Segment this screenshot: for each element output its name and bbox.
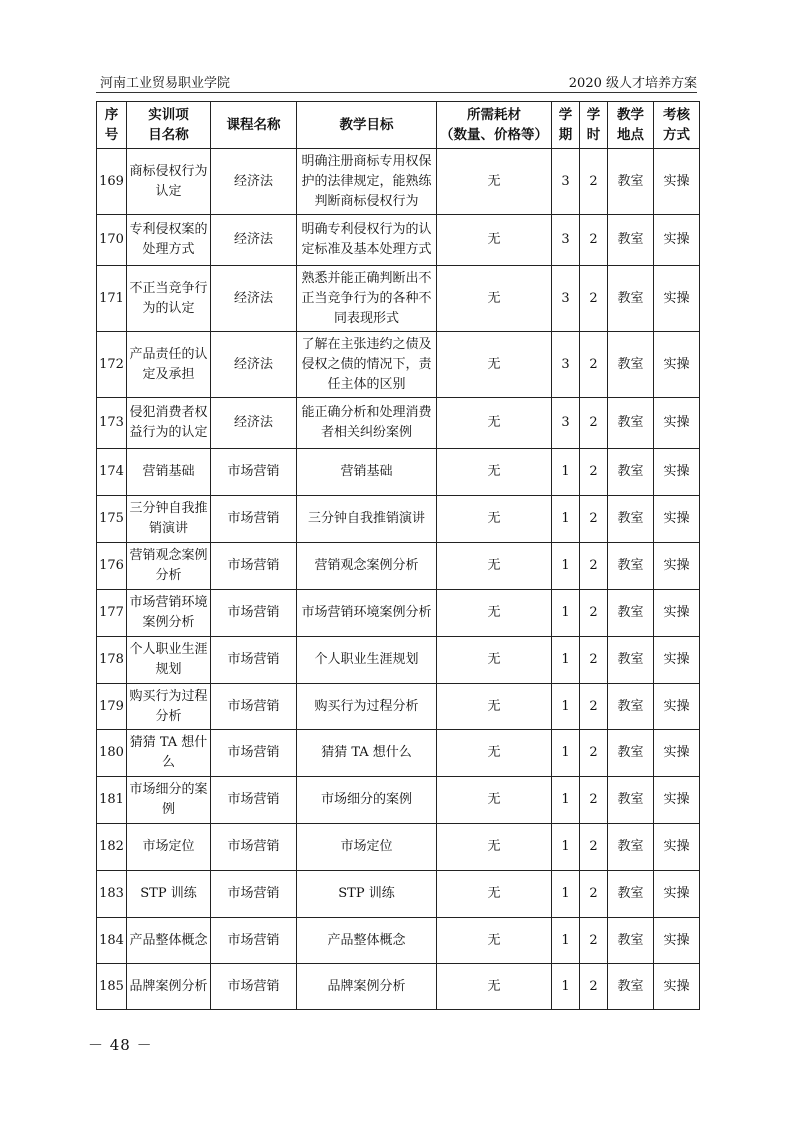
table-row	[97, 449, 700, 496]
row-materials: 无	[437, 918, 552, 964]
row-goal: 明确注册商标专用权保护的法律规定，能熟练判断商标侵权行为	[297, 149, 437, 215]
row-item-name: 品牌案例分析	[127, 964, 211, 1010]
row-place: 教室	[608, 964, 654, 1010]
table-row	[97, 777, 700, 824]
row-goal: 三分钟自我推销演讲	[297, 496, 437, 543]
row-hours: 2	[580, 684, 608, 730]
table-row	[97, 637, 700, 684]
row-item-name: 专利侵权案的处理方式	[127, 215, 211, 266]
row-goal: 熟悉并能正确判断出不正当竞争行为的各种不同表现形式	[297, 266, 437, 332]
row-course: 市场营销	[211, 684, 297, 730]
row-materials: 无	[437, 730, 552, 777]
row-place: 教室	[608, 266, 654, 332]
row-hours: 2	[580, 637, 608, 684]
row-item-name: 市场营销环境案例分析	[127, 590, 211, 637]
row-course: 市场营销	[211, 543, 297, 590]
row-term: 1	[552, 964, 580, 1010]
row-exam: 实操	[654, 332, 700, 398]
row-term: 1	[552, 496, 580, 543]
row-materials: 无	[437, 398, 552, 449]
row-goal: STP 训练	[297, 871, 437, 918]
header-divider	[96, 92, 697, 93]
row-term: 1	[552, 918, 580, 964]
row-hours: 2	[580, 871, 608, 918]
row-hours: 2	[580, 496, 608, 543]
row-place: 教室	[608, 496, 654, 543]
table-row	[97, 964, 700, 1010]
row-materials: 无	[437, 684, 552, 730]
row-number: 183	[97, 871, 127, 918]
table-row	[97, 149, 700, 215]
row-item-name: 市场细分的案例	[127, 777, 211, 824]
row-hours: 2	[580, 918, 608, 964]
row-number: 174	[97, 449, 127, 496]
row-course: 市场营销	[211, 449, 297, 496]
row-course: 市场营销	[211, 637, 297, 684]
row-exam: 实操	[654, 964, 700, 1010]
row-course: 市场营销	[211, 496, 297, 543]
row-term: 3	[552, 266, 580, 332]
row-term: 1	[552, 543, 580, 590]
row-hours: 2	[580, 215, 608, 266]
row-materials: 无	[437, 149, 552, 215]
header-exam: 考核 方式	[654, 102, 700, 149]
row-goal: 产品整体概念	[297, 918, 437, 964]
row-number: 170	[97, 215, 127, 266]
row-materials: 无	[437, 266, 552, 332]
row-term: 1	[552, 449, 580, 496]
row-place: 教室	[608, 215, 654, 266]
row-materials: 无	[437, 496, 552, 543]
row-materials: 无	[437, 637, 552, 684]
table-row	[97, 730, 700, 777]
table-row	[97, 496, 700, 543]
row-term: 3	[552, 332, 580, 398]
row-term: 1	[552, 777, 580, 824]
header-plan-title: 2020 级人才培养方案	[568, 76, 697, 91]
row-hours: 2	[580, 398, 608, 449]
row-goal: 营销基础	[297, 449, 437, 496]
row-number: 176	[97, 543, 127, 590]
row-number: 178	[97, 637, 127, 684]
row-number: 171	[97, 266, 127, 332]
row-place: 教室	[608, 777, 654, 824]
header-course-name: 课程名称	[211, 102, 297, 149]
row-item-name: 产品责任的认定及承担	[127, 332, 211, 398]
row-materials: 无	[437, 215, 552, 266]
row-exam: 实操	[654, 684, 700, 730]
row-number: 181	[97, 777, 127, 824]
row-number: 172	[97, 332, 127, 398]
row-place: 教室	[608, 590, 654, 637]
row-number: 173	[97, 398, 127, 449]
row-place: 教室	[608, 543, 654, 590]
table-row	[97, 398, 700, 449]
row-term: 1	[552, 730, 580, 777]
row-term: 3	[552, 215, 580, 266]
row-goal: 市场定位	[297, 824, 437, 871]
table-row	[97, 215, 700, 266]
row-goal: 营销观念案例分析	[297, 543, 437, 590]
row-exam: 实操	[654, 496, 700, 543]
row-goal: 购买行为过程分析	[297, 684, 437, 730]
header-school-name: 河南工业贸易职业学院	[100, 76, 231, 91]
header-teaching-goal: 教学目标	[297, 102, 437, 149]
header-seq: 序 号	[97, 102, 127, 149]
table-row	[97, 871, 700, 918]
row-goal: 品牌案例分析	[297, 964, 437, 1010]
row-number: 169	[97, 149, 127, 215]
header-term: 学 期	[552, 102, 580, 149]
row-place: 教室	[608, 824, 654, 871]
row-exam: 实操	[654, 777, 700, 824]
header-place: 教学 地点	[608, 102, 654, 149]
row-exam: 实操	[654, 637, 700, 684]
row-item-name: 不正当竞争行为的认定	[127, 266, 211, 332]
row-place: 教室	[608, 449, 654, 496]
table-row	[97, 684, 700, 730]
row-exam: 实操	[654, 266, 700, 332]
row-item-name: 营销基础	[127, 449, 211, 496]
row-goal: 明确专利侵权行为的认定标准及基本处理方式	[297, 215, 437, 266]
row-course: 经济法	[211, 215, 297, 266]
row-goal: 能正确分析和处理消费者相关纠纷案例	[297, 398, 437, 449]
row-place: 教室	[608, 332, 654, 398]
row-term: 3	[552, 398, 580, 449]
row-materials: 无	[437, 871, 552, 918]
page-number: － 48 －	[88, 1036, 153, 1054]
row-hours: 2	[580, 449, 608, 496]
row-place: 教室	[608, 149, 654, 215]
row-course: 市场营销	[211, 777, 297, 824]
row-place: 教室	[608, 684, 654, 730]
row-course: 经济法	[211, 332, 297, 398]
row-exam: 实操	[654, 543, 700, 590]
row-materials: 无	[437, 449, 552, 496]
row-course: 市场营销	[211, 730, 297, 777]
row-materials: 无	[437, 964, 552, 1010]
row-exam: 实操	[654, 824, 700, 871]
row-goal: 市场营销环境案例分析	[297, 590, 437, 637]
row-number: 177	[97, 590, 127, 637]
header-item-name: 实训项 目名称	[127, 102, 211, 149]
row-materials: 无	[437, 543, 552, 590]
row-place: 教室	[608, 398, 654, 449]
row-term: 1	[552, 684, 580, 730]
header-hours: 学 时	[580, 102, 608, 149]
row-item-name: 个人职业生涯规划	[127, 637, 211, 684]
row-number: 180	[97, 730, 127, 777]
row-hours: 2	[580, 824, 608, 871]
row-exam: 实操	[654, 215, 700, 266]
table-row	[97, 266, 700, 332]
row-term: 1	[552, 824, 580, 871]
row-item-name: 商标侵权行为认定	[127, 149, 211, 215]
row-item-name: 三分钟自我推销演讲	[127, 496, 211, 543]
row-number: 179	[97, 684, 127, 730]
row-goal: 市场细分的案例	[297, 777, 437, 824]
row-item-name: 购买行为过程分析	[127, 684, 211, 730]
row-goal: 个人职业生涯规划	[297, 637, 437, 684]
row-exam: 实操	[654, 730, 700, 777]
row-materials: 无	[437, 777, 552, 824]
header-materials: 所需耗材 （数量、价格等）	[437, 102, 552, 149]
row-item-name: 市场定位	[127, 824, 211, 871]
row-course: 市场营销	[211, 590, 297, 637]
row-item-name: 产品整体概念	[127, 918, 211, 964]
row-exam: 实操	[654, 149, 700, 215]
row-course: 市场营销	[211, 871, 297, 918]
row-term: 3	[552, 149, 580, 215]
row-course: 经济法	[211, 266, 297, 332]
row-hours: 2	[580, 266, 608, 332]
row-term: 1	[552, 637, 580, 684]
row-goal: 了解在主张违约之债及侵权之债的情况下，责任主体的区别	[297, 332, 437, 398]
row-item-name: 猜猜 TA 想什么	[127, 730, 211, 777]
table-row	[97, 590, 700, 637]
row-term: 1	[552, 590, 580, 637]
row-exam: 实操	[654, 590, 700, 637]
row-hours: 2	[580, 777, 608, 824]
row-materials: 无	[437, 590, 552, 637]
row-hours: 2	[580, 149, 608, 215]
table-row	[97, 824, 700, 871]
row-goal: 猜猜 TA 想什么	[297, 730, 437, 777]
table-header-row	[97, 102, 700, 149]
training-table	[96, 101, 700, 1010]
row-exam: 实操	[654, 398, 700, 449]
row-hours: 2	[580, 543, 608, 590]
row-place: 教室	[608, 871, 654, 918]
row-place: 教室	[608, 918, 654, 964]
row-number: 175	[97, 496, 127, 543]
row-course: 经济法	[211, 149, 297, 215]
row-item-name: STP 训练	[127, 871, 211, 918]
row-hours: 2	[580, 332, 608, 398]
row-place: 教室	[608, 637, 654, 684]
row-hours: 2	[580, 730, 608, 777]
row-course: 经济法	[211, 398, 297, 449]
row-course: 市场营销	[211, 824, 297, 871]
table-row	[97, 543, 700, 590]
table-row	[97, 332, 700, 398]
table-row	[97, 918, 700, 964]
row-materials: 无	[437, 332, 552, 398]
row-place: 教室	[608, 730, 654, 777]
row-term: 1	[552, 871, 580, 918]
row-materials: 无	[437, 824, 552, 871]
row-item-name: 营销观念案例分析	[127, 543, 211, 590]
row-exam: 实操	[654, 918, 700, 964]
row-hours: 2	[580, 590, 608, 637]
row-number: 184	[97, 918, 127, 964]
row-hours: 2	[580, 964, 608, 1010]
row-item-name: 侵犯消费者权益行为的认定	[127, 398, 211, 449]
row-course: 市场营销	[211, 964, 297, 1010]
row-exam: 实操	[654, 871, 700, 918]
row-number: 182	[97, 824, 127, 871]
row-exam: 实操	[654, 449, 700, 496]
row-course: 市场营销	[211, 918, 297, 964]
row-number: 185	[97, 964, 127, 1010]
